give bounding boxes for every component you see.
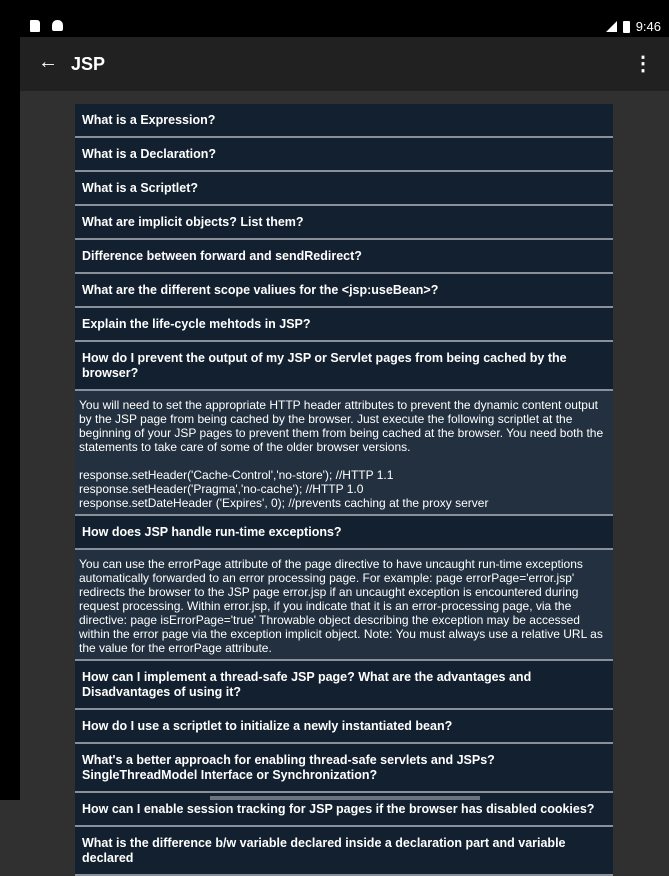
- faq-question[interactable]: What is a Scriptlet?: [75, 172, 613, 206]
- faq-question[interactable]: What is a Expression?: [75, 104, 613, 138]
- faq-question[interactable]: How do I prevent the output of my JSP or Servlet pages from being cached by the browser?: [75, 342, 613, 391]
- faq-question[interactable]: What are implicit objects? List them?: [75, 206, 613, 240]
- faq-answer: You can use the errorPage attribute of the page directive to have uncaught run-time exceptions automatically forwarded to an error processing page. For example: page errorPage='error.jsp' redirects the browser to the JSP page error.jsp if an uncaught exception is encountered during request processing. Within error.jsp, if you indicate that it is an error-processing page, via the directive: page isErrorPage='true' Throwable object describing the exception may be accessed within the error page via the exception implicit object. Note: You must always use a relative URL as the value for the errorPage attribute.: [75, 550, 613, 661]
- faq-answer: You will need to set the appropriate HTTP header attributes to prevent the dynamic content output by the JSP page from being cached by the browser. Just execute the following scriptlet at the beginning of your JSP pages to prevent them from being cached at the browser. You need both the statements to take care of some of the older browser versions. response.setHeader('Cache-Control','no-store'); //HTTP 1.1 response.setHeader('Pragma','no-cache'); //HTTP 1.0 response.setDateHeader ('Expires', 0); //prevents caching at the proxy server: [75, 391, 613, 516]
- faq-question[interactable]: What are the different scope valiues for the <jsp:useBean>?: [75, 274, 613, 308]
- app-toolbar: [20, 37, 669, 91]
- android-icon: [52, 20, 63, 31]
- status-bar: [0, 0, 669, 37]
- left-edge: [0, 37, 20, 800]
- clock: 9:46: [635, 19, 661, 34]
- sd-card-icon: [30, 20, 40, 32]
- faq-list: [75, 104, 613, 876]
- lte-signal-icon: [606, 21, 617, 32]
- faq-question[interactable]: What's a better approach for enabling thread-safe servlets and JSPs? SingleThreadModel Interface or Synchronization?: [75, 744, 613, 793]
- faq-question[interactable]: How does JSP handle run-time exceptions?: [75, 516, 613, 550]
- faq-question[interactable]: How can I implement a thread-safe JSP page? What are the advantages and Disadvantages of using it?: [75, 661, 613, 710]
- faq-question[interactable]: What is the difference b/w variable declared inside a declaration part and variable declared: [75, 827, 613, 876]
- arrow-left-icon[interactable]: ←: [38, 51, 58, 73]
- faq-question[interactable]: Difference between forward and sendRedirect?: [75, 240, 613, 274]
- scroll-indicator: [210, 796, 480, 800]
- battery-charging-icon: [623, 21, 630, 33]
- more-vert-icon[interactable]: ⋮: [633, 53, 653, 75]
- page-title: JSP: [71, 54, 106, 74]
- faq-question[interactable]: What is a Declaration?: [75, 138, 613, 172]
- faq-question[interactable]: How do I use a scriptlet to initialize a newly instantiated bean?: [75, 710, 613, 744]
- faq-question[interactable]: How can I enable session tracking for JSP pages if the browser has disabled cookies?: [75, 793, 613, 827]
- faq-question[interactable]: Explain the life-cycle mehtods in JSP?: [75, 308, 613, 342]
